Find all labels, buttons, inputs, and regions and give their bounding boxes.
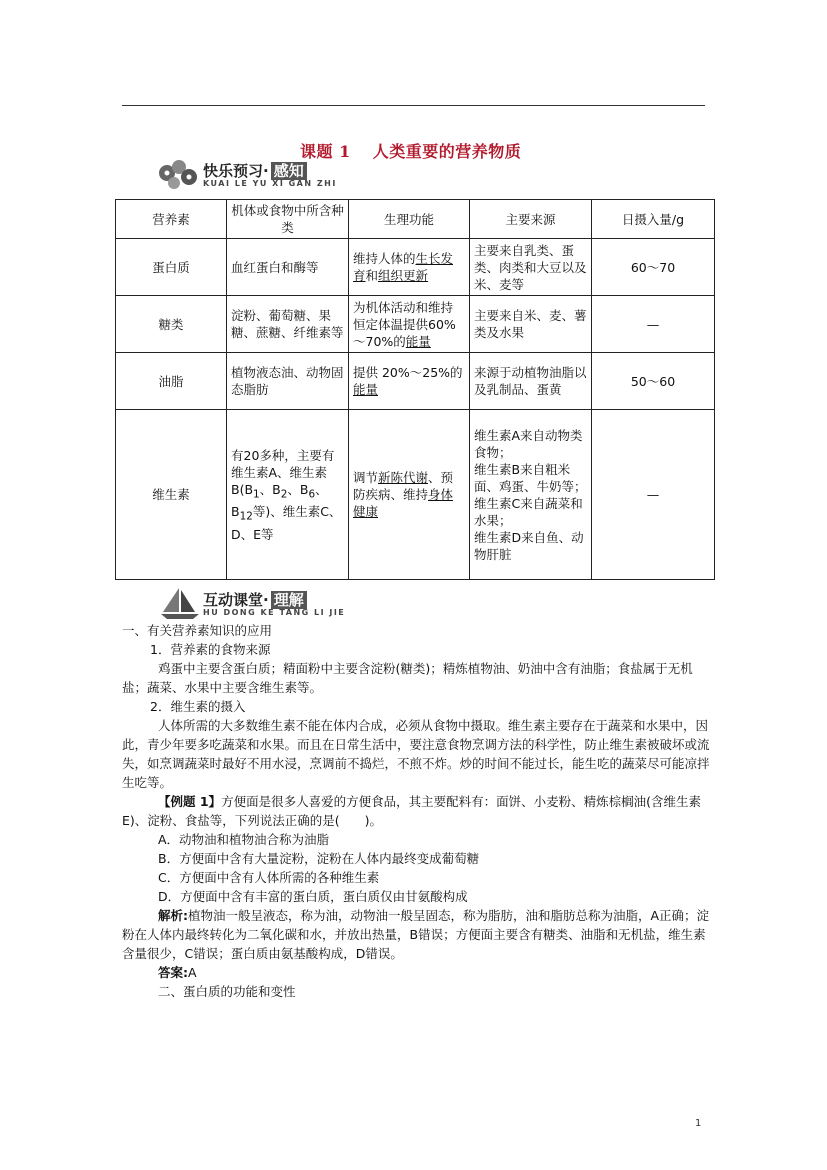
option-c: C．方便面中含有人体所需的各种维生素 [158,870,380,885]
col-header: 主要来源 [470,200,592,239]
puzzle-pieces-icon [157,157,203,191]
nutrient-source: 主要来自乳类、蛋类、肉类和大豆以及米、麦等 [470,239,592,296]
banner-heading: 快乐预习· 感知 [203,160,307,181]
table-row [116,410,715,580]
option-b: B．方便面中含有大量淀粉，淀粉在人体内最终变成葡萄糖 [158,851,480,866]
table-row [116,239,715,296]
nutrient-name: 蛋白质 [116,239,227,296]
interactive-class-banner [157,586,357,622]
nutrient-intake: 50～60 [592,353,715,410]
nutrient-kinds: 血红蛋白和酶等 [227,239,349,296]
sailboat-icon [157,586,203,620]
nutrient-intake: 60～70 [592,239,715,296]
nutrient-kinds: 植物液态油、动物固态脂肪 [227,353,349,410]
paragraph: 鸡蛋中主要含蛋白质；精面粉中主要含淀粉(糖类)；精炼植物油、奶油中含有油脂；食盐属于无机盐；蔬菜、水果中主要含维生素等。 [122,661,693,695]
preview-section-banner [157,157,357,193]
section-heading: 二、蛋白质的功能和变性 [158,984,296,999]
nutrient-intake: — [592,296,715,353]
nutrient-name: 油脂 [116,353,227,410]
nutrient-function: 为机体活动和维持恒定体温提供60%～70%的能量 [349,296,470,353]
nutrients-table [115,199,715,580]
table-header-row [116,200,715,239]
table-row [116,353,715,410]
lesson-body [122,621,710,1001]
example-question: 【例题 1】方便面是很多人喜爱的方便食品，其主要配料有：面饼、小麦粉、精炼棕榈油(含维生素E)、淀粉、食盐等，下列说法正确的是( )。 [122,794,701,828]
paragraph: 人体所需的大多数维生素不能在体内合成，必须从食物中摄取。维生素主要存在于蔬菜和水果中，因此，青少年要多吃蔬菜和水果。而且在日常生活中，要注意食物烹调方法的科学性，防止维生素被破坏或流失，如烹调蔬菜时最好不用水浸，烹调前不捣烂，不煎不炸。炒的时间不能过长，能生吃的蔬菜尽可能凉拌生吃等。 [122,718,710,790]
nutrient-name: 糖类 [116,296,227,353]
nutrient-function: 维持人体的生长发育和组织更新 [349,239,470,296]
nutrient-function: 调节新陈代谢、预防疾病、维持身体健康 [349,410,470,580]
col-header: 日摄入量/g [592,200,715,239]
nutrient-source: 主要来自米、麦、薯类及水果 [470,296,592,353]
nutrient-source: 来源于动植物油脂以及乳制品、蛋黄 [470,353,592,410]
nutrient-intake: — [592,410,715,580]
section-heading: 一、有关营养素知识的应用 [122,623,273,638]
banner-heading: 互动课堂· 理解 [203,589,307,610]
col-header: 营养素 [116,200,227,239]
banner-pinyin: KUAI LE YU XI GAN ZHI [203,179,337,188]
header-rule [122,105,705,106]
option-d: D．方便面中含有丰富的蛋白质，蛋白质仅由甘氨酸构成 [158,889,468,904]
lesson-number: 课题 1 [300,142,351,161]
nutrient-name: 维生素 [116,410,227,580]
subsection-heading: 1．营养素的食物来源 [150,642,271,657]
col-header: 生理功能 [349,200,470,239]
analysis: 解析:植物油一般呈液态，称为油，动物油一般呈固态，称为脂肪，油和脂肪总称为油脂，A正确；淀粉在人体内最终转化为二氧化碳和水，并放出热量，B错误；方便面主要含有糖类、油脂和无机盐，维生素含量很少，C错误；蛋白质由氨基酸构成，D错误。 [122,908,710,961]
option-a: A．动物油和植物油合称为油脂 [158,832,330,847]
page-number: 1 [695,1118,702,1129]
nutrient-source: 维生素A来自动物类食物； 维生素B来自粗米面、鸡蛋、牛奶等； 维生素C来自蔬菜和水果； 维生素D来自鱼、动物肝脏 [470,410,592,580]
banner-pinyin: HU DONG KE TANG LI JIE [203,608,346,617]
answer: 答案:A [158,965,197,980]
lesson-title: 人类重要的营养物质 [372,142,522,161]
col-header: 机体或食物中所含种类 [227,200,349,239]
subsection-heading: 2．维生素的摄入 [150,699,246,714]
table-row [116,296,715,353]
nutrient-kinds: 有20多种，主要有维生素A、维生素$B(B_1$、$B_2$、$B_6$、$B_{12}$等)、维生素C、D、E等 [227,410,349,580]
nutrient-function: 提供 20%～25%的能量 [349,353,470,410]
nutrient-kinds: 淀粉、葡萄糖、果糖、蔗糖、纤维素等 [227,296,349,353]
